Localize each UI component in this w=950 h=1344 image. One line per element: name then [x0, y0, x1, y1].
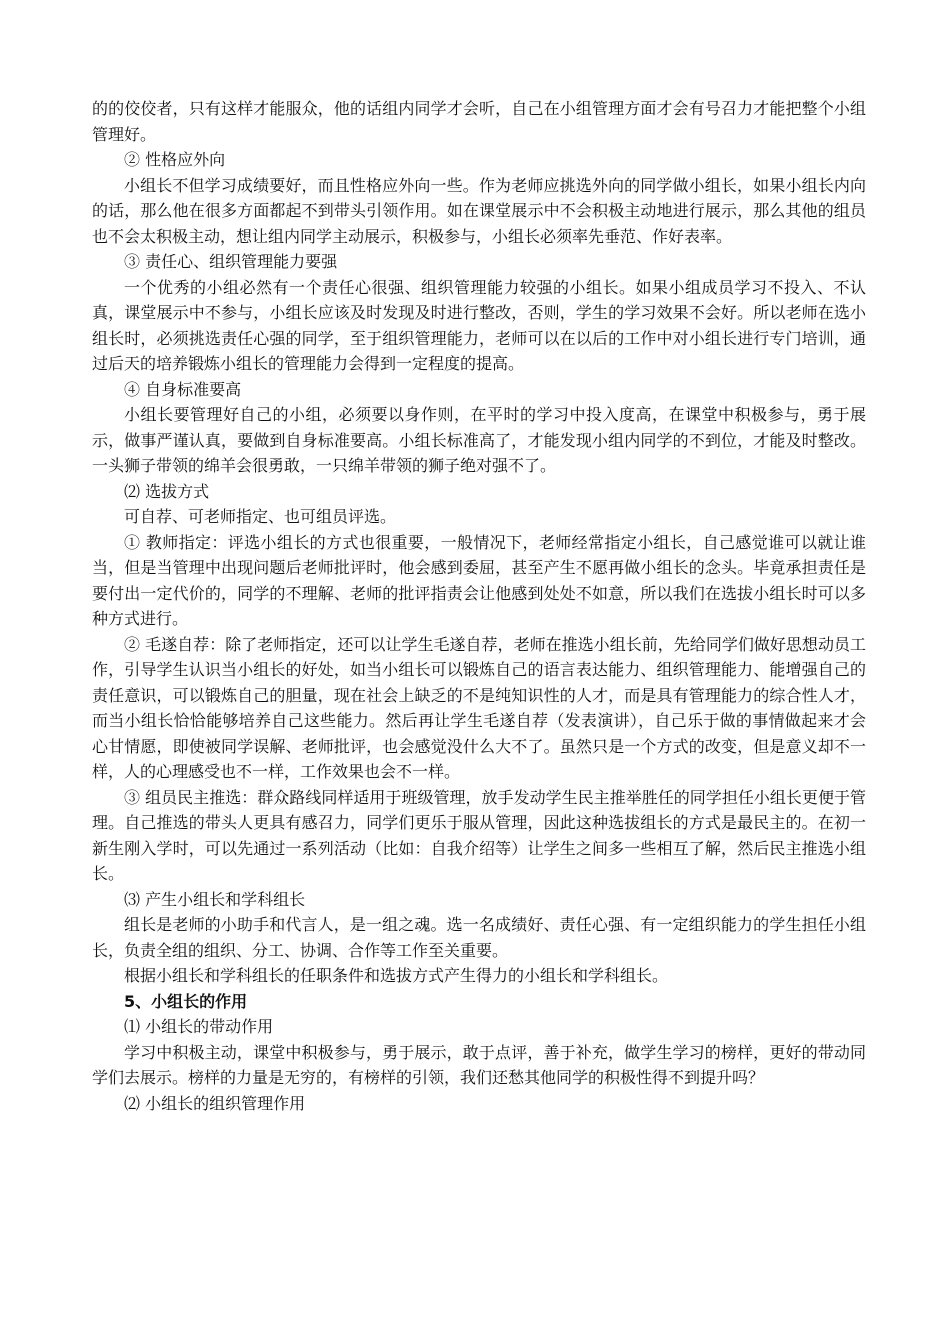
paragraph-produce-leaders: 根据小组长和学科组长的任职条件和选拔方式产生得力的小组长和学科组长。 — [124, 966, 669, 985]
subheading-high-standards: ④ 自身标准要高 — [124, 379, 242, 399]
paragraph-outgoing-personality: 小组长不但学习成绩要好，而且性格应外向一些。作为老师应挑选外向的同学做小组长，如果小组长内向的话，那么他在很多方面都起不到带头引领作用。如在课堂展示中不会积极主动地进行展示，那么其他的组员也不会太积极主动，想让组内同学主动展示，积极参与，小组长必须率先垂范、作好表率。 — [92, 175, 866, 246]
subheading-responsibility: ③ 责任心、组织管理能力要强 — [124, 252, 338, 271]
paragraph-continuation: 的的佼佼者，只有这样才能服众，他的话组内同学才会听，自己在小组管理方面才会有号召力才能把整个小组管理好。 — [92, 99, 866, 144]
paragraph-teacher-appointed: ① 教师指定：评选小组长的方式也很重要，一般情况下，老师经常指定小组长，自己感觉谁可以就让谁当，但是当管理中出现问题后老师批评时，他会感到委屈，甚至产生不愿再做小组长的念头。毕竟承担责任是要付出一定代价的，同学的不理解、老师的批评指责会让他感到处处不如意，所以我们在选拔小组长时可以多种方式进行。 — [92, 532, 866, 628]
subheading-outgoing-personality: ② 性格应外向 — [124, 150, 226, 169]
subheading-organizing-role: ⑵ 小组长的组织管理作用 — [124, 1093, 306, 1113]
subheading-produce-leaders: ⑶ 产生小组长和学科组长 — [124, 889, 306, 909]
paragraph-high-standards: 小组长要管理好自己的小组，必须要以身作则，在平时的学习中投入度高，在课堂中积极参与，勇于展示，做事严谨认真，要做到自身标准要高。小组长标准高了，才能发现小组内同学的不到位，才能及时整改。一头狮子带领的绵羊会很勇敢，一只绵羊带领的狮子绝对强不了。 — [92, 405, 866, 475]
subheading-selection-method: ⑵ 选拔方式 — [124, 481, 210, 501]
document-page — [92, 96, 866, 1116]
subheading-leading-role: ⑴ 小组长的带动作用 — [124, 1017, 274, 1036]
paragraph-leader-role: 组长是老师的小助手和代言人，是一组之魂。选一名成绩好、责任心强、有一定组织能力的学生担任小组长，负责全组的组织、分工、协调、合作等工作至关重要。 — [92, 915, 866, 960]
paragraph-selection-summary: 可自荐、可老师指定、也可组员评选。 — [124, 507, 397, 526]
paragraph-democratic-election: ③ 组员民主推选：群众路线同样适用于班级管理，放手发动学生民主推举胜任的同学担任小组长更便于管理。自己推选的带头人更具有感召力，同学们更乐于服从管理，因此这种选拔组长的方式是最民主的。在初一新生刚入学时，可以先通过一系列活动（比如：自我介绍等）让学生之间多一些相互了解，然后民主推选小组长。 — [92, 787, 866, 883]
paragraph-responsibility: 一个优秀的小组必然有一个责任心很强、组织管理能力较强的小组长。如果小组成员学习不投入、不认真，课堂展示中不参与，小组长应该及时发现及时进行整改，否则，学生的学习效果不会好。所以老师在选小组长时，必须挑选责任心强的同学，至于组织管理能力，老师可以在以后的工作中对小组长进行专门培训，通过后天的培养锻炼小组长的管理能力会得到一定程度的提高。 — [92, 277, 866, 373]
paragraph-leading-role: 学习中积极主动，课堂中积极参与，勇于展示，敢于点评，善于补充，做学生学习的榜样，更好的带动同学们去展示。榜样的力量是无穷的，有榜样的引领，我们还愁其他同学的积极性得不到提升吗？ — [92, 1042, 866, 1087]
section-heading-leader-functions: 5、小组长的作用 — [124, 991, 248, 1011]
paragraph-self-nomination: ② 毛遂自荐：除了老师指定，还可以让学生毛遂自荐，老师在推选小组长前，先给同学们做好思想动员工作，引导学生认识当小组长的好处，如当小组长可以锻炼自己的语言表达能力、组织管理能力、能增强自己的责任意识，可以锻炼自己的胆量，现在社会上缺乏的不是纯知识性的人才，而是具有管理能力的综合性人才，而当小组长恰恰能够培养自己这些能力。然后再让学生毛遂自荐（发表演讲），自己乐于做的事情做起来才会心甘情愿，即使被同学误解、老师批评，也会感觉没什么大不了。虽然只是一个方式的改变，但是意义却不一样，人的心理感受也不一样，工作效果也会不一样。 — [92, 634, 866, 781]
